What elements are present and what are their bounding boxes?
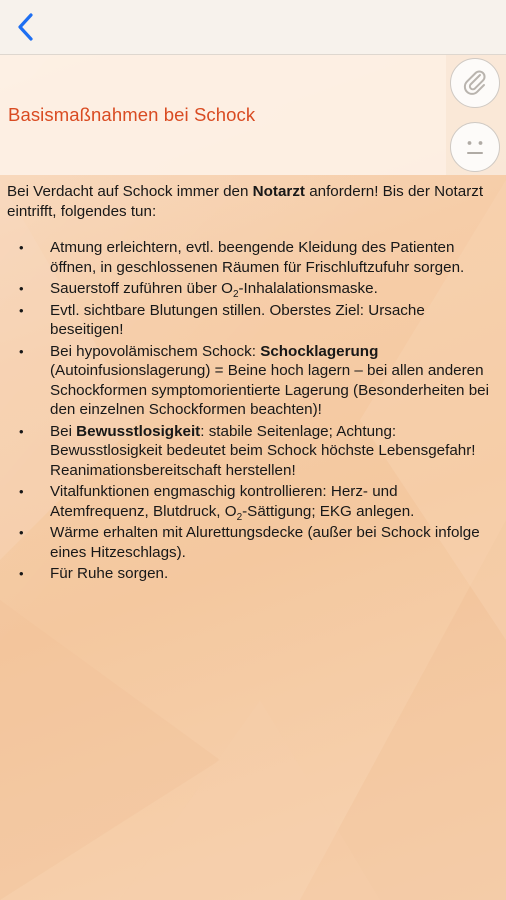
bullet-icon: • — [19, 566, 24, 581]
page-title: Basismaßnahmen bei Schock — [8, 104, 256, 125]
list-item-text: -Sättigung; EKG anlegen. — [242, 502, 415, 520]
measures-list — [7, 238, 497, 584]
chevron-left-icon — [16, 13, 34, 41]
list-item — [7, 238, 497, 277]
list-item — [7, 482, 497, 521]
bullet-icon: • — [19, 302, 24, 318]
list-item-text: : stabile Seitenlage; Achtung: Bewusstlosigkeit bedeutet beim Schock höchste Lebensgefahr! Reanimationsbereitschaft herstellen! — [50, 422, 476, 479]
subscript: 2 — [232, 289, 239, 301]
list-item-text: Bei hypovolämischem Schock: — [50, 342, 261, 360]
bullet-icon: • — [19, 343, 24, 359]
list-item — [7, 564, 497, 584]
list-item-text: Evtl. sichtbare Blutungen stillen. Oberstes Ziel: Ursache beseitigen! — [50, 301, 425, 338]
article-content — [7, 182, 497, 586]
subscript: 2 — [236, 511, 243, 523]
list-item — [7, 279, 497, 299]
bullet-icon: • — [19, 240, 24, 255]
list-item-emphasis: Bewusstlosigkeit — [76, 422, 201, 440]
list-item-emphasis: Schocklagerung — [260, 342, 379, 360]
intro-text: anfordern! Bis der Notarzt eintrifft, folgendes tun: — [7, 183, 484, 220]
back-button[interactable] — [10, 10, 40, 44]
bullet-icon: • — [19, 423, 24, 439]
smiley-icon — [457, 129, 493, 165]
attach-button[interactable] — [450, 58, 500, 108]
list-item — [7, 523, 497, 562]
list-item-text: Wärme erhalten mit Alurettungsdecke (außer bei Schock infolge eines Hitzeschlags). — [50, 524, 480, 561]
list-item — [7, 301, 497, 340]
list-item — [7, 342, 497, 420]
paperclip-icon — [460, 68, 490, 98]
bullet-icon: • — [19, 281, 24, 296]
list-item-text: Atmung erleichtern, evtl. beengende Kleidung des Patienten öffnen, in geschlossenen Räumen für Frischluftzufuhr sorgen. — [50, 239, 465, 276]
list-item-text: Vitalfunktionen engmaschig kontrollieren: Herz- und Atemfrequenz, Blutdruck, O — [50, 483, 398, 520]
intro-paragraph — [7, 182, 497, 221]
list-item-text: Sauerstoff zuführen über O — [50, 280, 233, 297]
list-item-text: Bei — [50, 422, 77, 440]
list-item — [7, 422, 497, 481]
list-item-text: -Inhalalationsmaske. — [238, 280, 378, 297]
feedback-button[interactable] — [450, 122, 500, 172]
list-item-text: Für Ruhe sorgen. — [50, 565, 169, 582]
navigation-bar — [0, 0, 506, 55]
intro-emphasis: Notarzt — [252, 183, 305, 200]
list-item-text: (Autoinfusionslagerung) = Beine hoch lagern – bei allen anderen Schockformen symptomorientierte Lagerung (Besonderheiten bei den einzelnen Schockformen beachten)! — [50, 362, 489, 418]
bullet-icon: • — [19, 525, 24, 540]
bullet-icon: • — [19, 484, 24, 499]
intro-text: Bei Verdacht auf Schock immer den — [7, 183, 253, 200]
